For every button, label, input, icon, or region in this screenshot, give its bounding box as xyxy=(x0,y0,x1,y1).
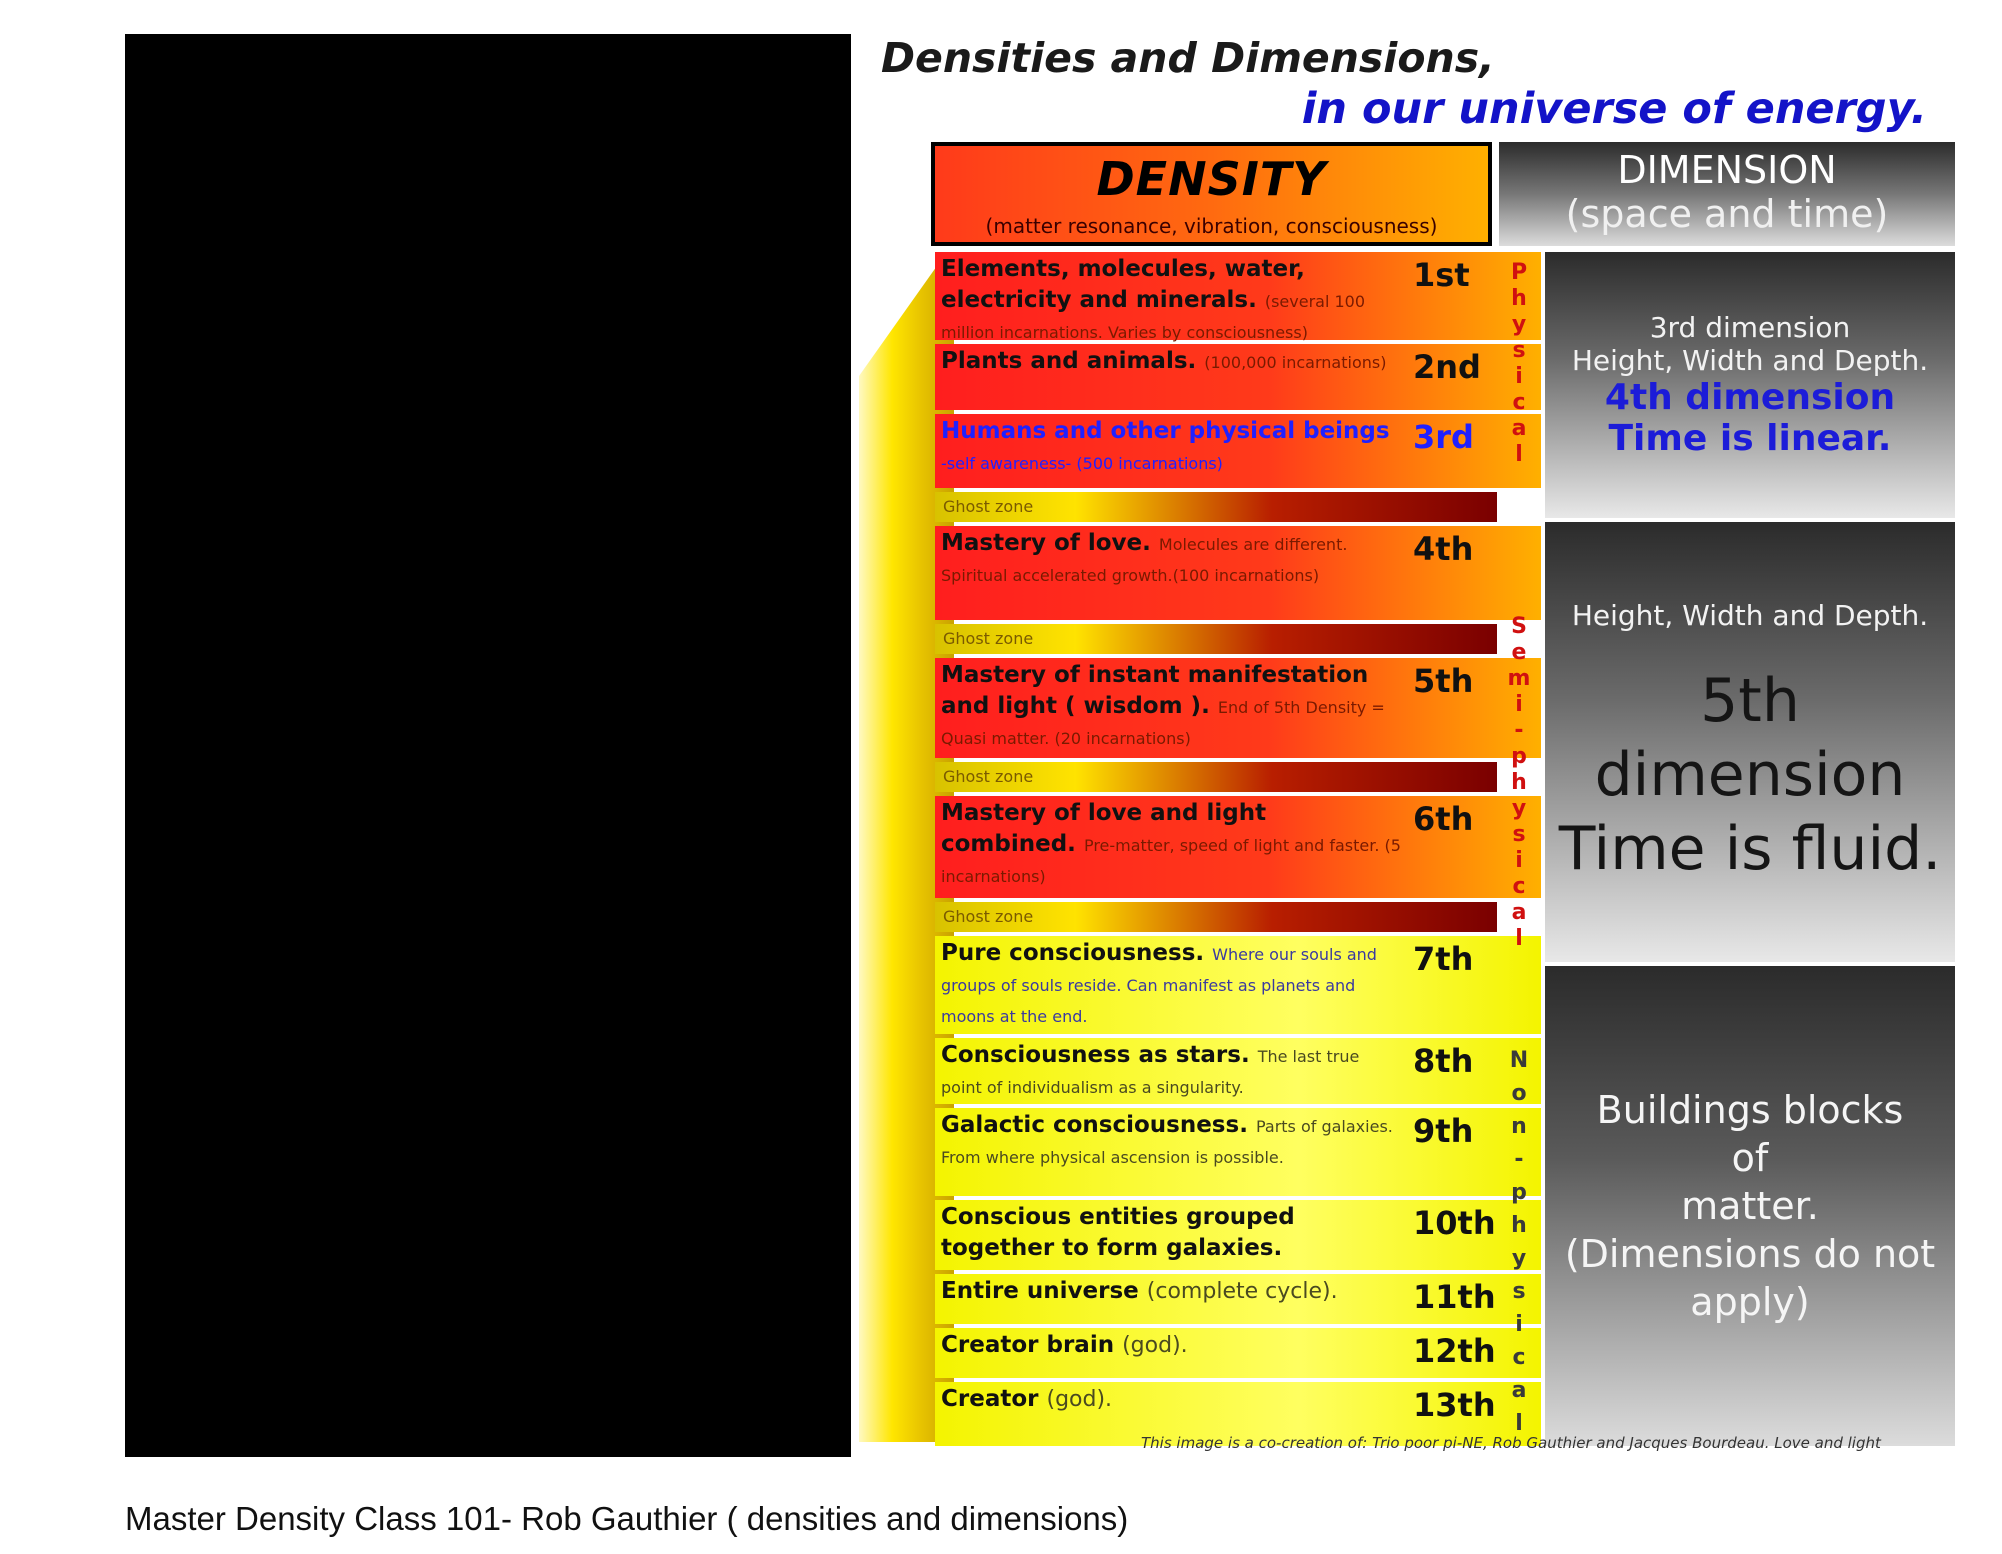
dim-line: (Dimensions do not xyxy=(1564,1232,1936,1276)
ghost-zone-band: Ghost zone xyxy=(935,902,1497,932)
row-ordinal: 12th xyxy=(1413,1332,1496,1370)
density-row-7 xyxy=(935,936,1541,1034)
video-title[interactable]: Master Density Class 101- Rob Gauthier ( densities and dimensions) xyxy=(125,1500,1129,1537)
dim-line: apply) xyxy=(1690,1280,1810,1324)
row-ordinal: 6th xyxy=(1413,800,1474,838)
row-ordinal: 4th xyxy=(1413,530,1474,568)
density-row-6 xyxy=(935,796,1541,898)
dimension-header xyxy=(1499,142,1955,246)
dim-line: 3rd dimension xyxy=(1649,311,1851,344)
dim-line: matter. xyxy=(1681,1184,1819,1228)
dim-line: Height, Width and Depth. xyxy=(1571,598,1929,632)
density-header-title: DENSITY xyxy=(1096,152,1327,206)
row-note: Molecules are different. Spiritual accelerated growth.(100 incarnations) xyxy=(941,535,1348,585)
row-main: Entire universe xyxy=(941,1278,1139,1304)
row-ordinal: 13th xyxy=(1413,1386,1496,1424)
row-main: Mastery of love. xyxy=(941,530,1151,556)
row-main: Pure consciousness. xyxy=(941,940,1205,966)
dim-line: Buildings blocks xyxy=(1596,1088,1904,1132)
video-player[interactable] xyxy=(125,34,1955,1457)
density-header-subtitle: (matter resonance, vibration, consciousness) xyxy=(985,214,1438,238)
dim-line: Time is fluid. xyxy=(1558,813,1942,884)
row-main: Conscious entities grouped together to form galaxies. xyxy=(941,1204,1295,1261)
row-note: Parts of galaxies. From where physical ascension is possible. xyxy=(941,1117,1393,1167)
row-main: Elements, molecules, water, electricity and minerals. xyxy=(941,256,1305,313)
slide-subtitle: in our universe of energy. xyxy=(1301,84,1927,134)
density-row-11 xyxy=(935,1274,1541,1324)
row-note: -self awareness- (500 incarnations) xyxy=(941,454,1223,473)
slide-credit: This image is a co-creation of: Trio poor pi-NE, Rob Gauthier and Jacques Bourdeau. Love and light xyxy=(1141,1434,1881,1452)
density-row-8 xyxy=(935,1038,1541,1104)
row-main: Consciousness as stars. xyxy=(941,1042,1250,1068)
dim-line: 4th dimension xyxy=(1604,377,1896,418)
semi-physical-vertical-label: S e m i - p h y s i c a l xyxy=(1507,614,1531,951)
density-row-12 xyxy=(935,1328,1541,1378)
row-ordinal: 8th xyxy=(1413,1042,1474,1080)
row-note: (god). xyxy=(1122,1333,1188,1358)
row-note: (god). xyxy=(1046,1387,1113,1412)
row-note: Pre-matter, speed of light and faster. (5 incarnations) xyxy=(941,836,1401,886)
dimension-block-physical xyxy=(1545,252,1955,518)
row-ordinal: 10th xyxy=(1413,1204,1496,1242)
dimension-block-non-physical xyxy=(1545,966,1955,1446)
physical-vertical-label: P h y s i c a l xyxy=(1510,260,1528,467)
density-row-5 xyxy=(935,658,1541,758)
row-note: End of 5th Density = Quasi matter. (20 incarnations) xyxy=(941,698,1385,748)
row-ordinal: 1st xyxy=(1413,256,1470,294)
density-row-9 xyxy=(935,1108,1541,1196)
density-row-10 xyxy=(935,1200,1541,1270)
ghost-zone-band: Ghost zone xyxy=(935,624,1497,654)
row-note: The last true point of individualism as a singularity. xyxy=(941,1047,1360,1097)
row-main: Mastery of love and light combined. xyxy=(941,800,1267,857)
dim-line: Time is linear. xyxy=(1608,418,1892,459)
density-header xyxy=(931,142,1492,246)
row-main: Humans and other physical beings xyxy=(941,418,1390,444)
non-physical-vertical-label: N o n - p h y s i c a l xyxy=(1509,1048,1529,1436)
row-ordinal: 9th xyxy=(1413,1112,1474,1150)
dim-line: 5th dimension xyxy=(1594,665,1906,810)
row-main: Plants and animals. xyxy=(941,348,1197,374)
slide-title: Densities and Dimensions, xyxy=(881,34,1495,82)
density-row-3 xyxy=(935,414,1541,488)
row-ordinal: 3rd xyxy=(1413,418,1474,456)
dimension-header-subtitle: (space and time) xyxy=(1565,192,1889,236)
row-ordinal: 11th xyxy=(1413,1278,1496,1316)
row-main: Creator brain xyxy=(941,1332,1115,1358)
dimension-header-title: DIMENSION xyxy=(1617,148,1837,192)
row-note: Where our souls and groups of souls reside. Can manifest as planets and moons at the end. xyxy=(941,945,1377,1026)
row-ordinal: 2nd xyxy=(1413,348,1481,386)
video-frame-slide xyxy=(851,34,1955,1457)
density-row-4 xyxy=(935,526,1541,620)
row-note: (100,000 incarnations) xyxy=(1204,353,1387,372)
row-main: Mastery of instant manifestation and light ( wisdom ). xyxy=(941,662,1369,719)
dim-line: of xyxy=(1731,1136,1769,1180)
row-main: Galactic consciousness. xyxy=(941,1112,1248,1138)
dim-line: Height, Width and Depth. xyxy=(1571,344,1929,377)
density-row-2 xyxy=(935,344,1541,410)
row-note: (complete cycle). xyxy=(1146,1279,1338,1304)
row-ordinal: 5th xyxy=(1413,662,1474,700)
ghost-zone-band: Ghost zone xyxy=(935,762,1497,792)
row-note: (several 100 million incarnations. Varies by consciousness) xyxy=(941,292,1366,342)
ghost-zone-band: Ghost zone xyxy=(935,492,1497,522)
density-row-1 xyxy=(935,252,1541,340)
row-ordinal: 7th xyxy=(1413,940,1474,978)
dimension-block-semi-physical xyxy=(1545,522,1955,962)
row-main: Creator xyxy=(941,1386,1039,1412)
